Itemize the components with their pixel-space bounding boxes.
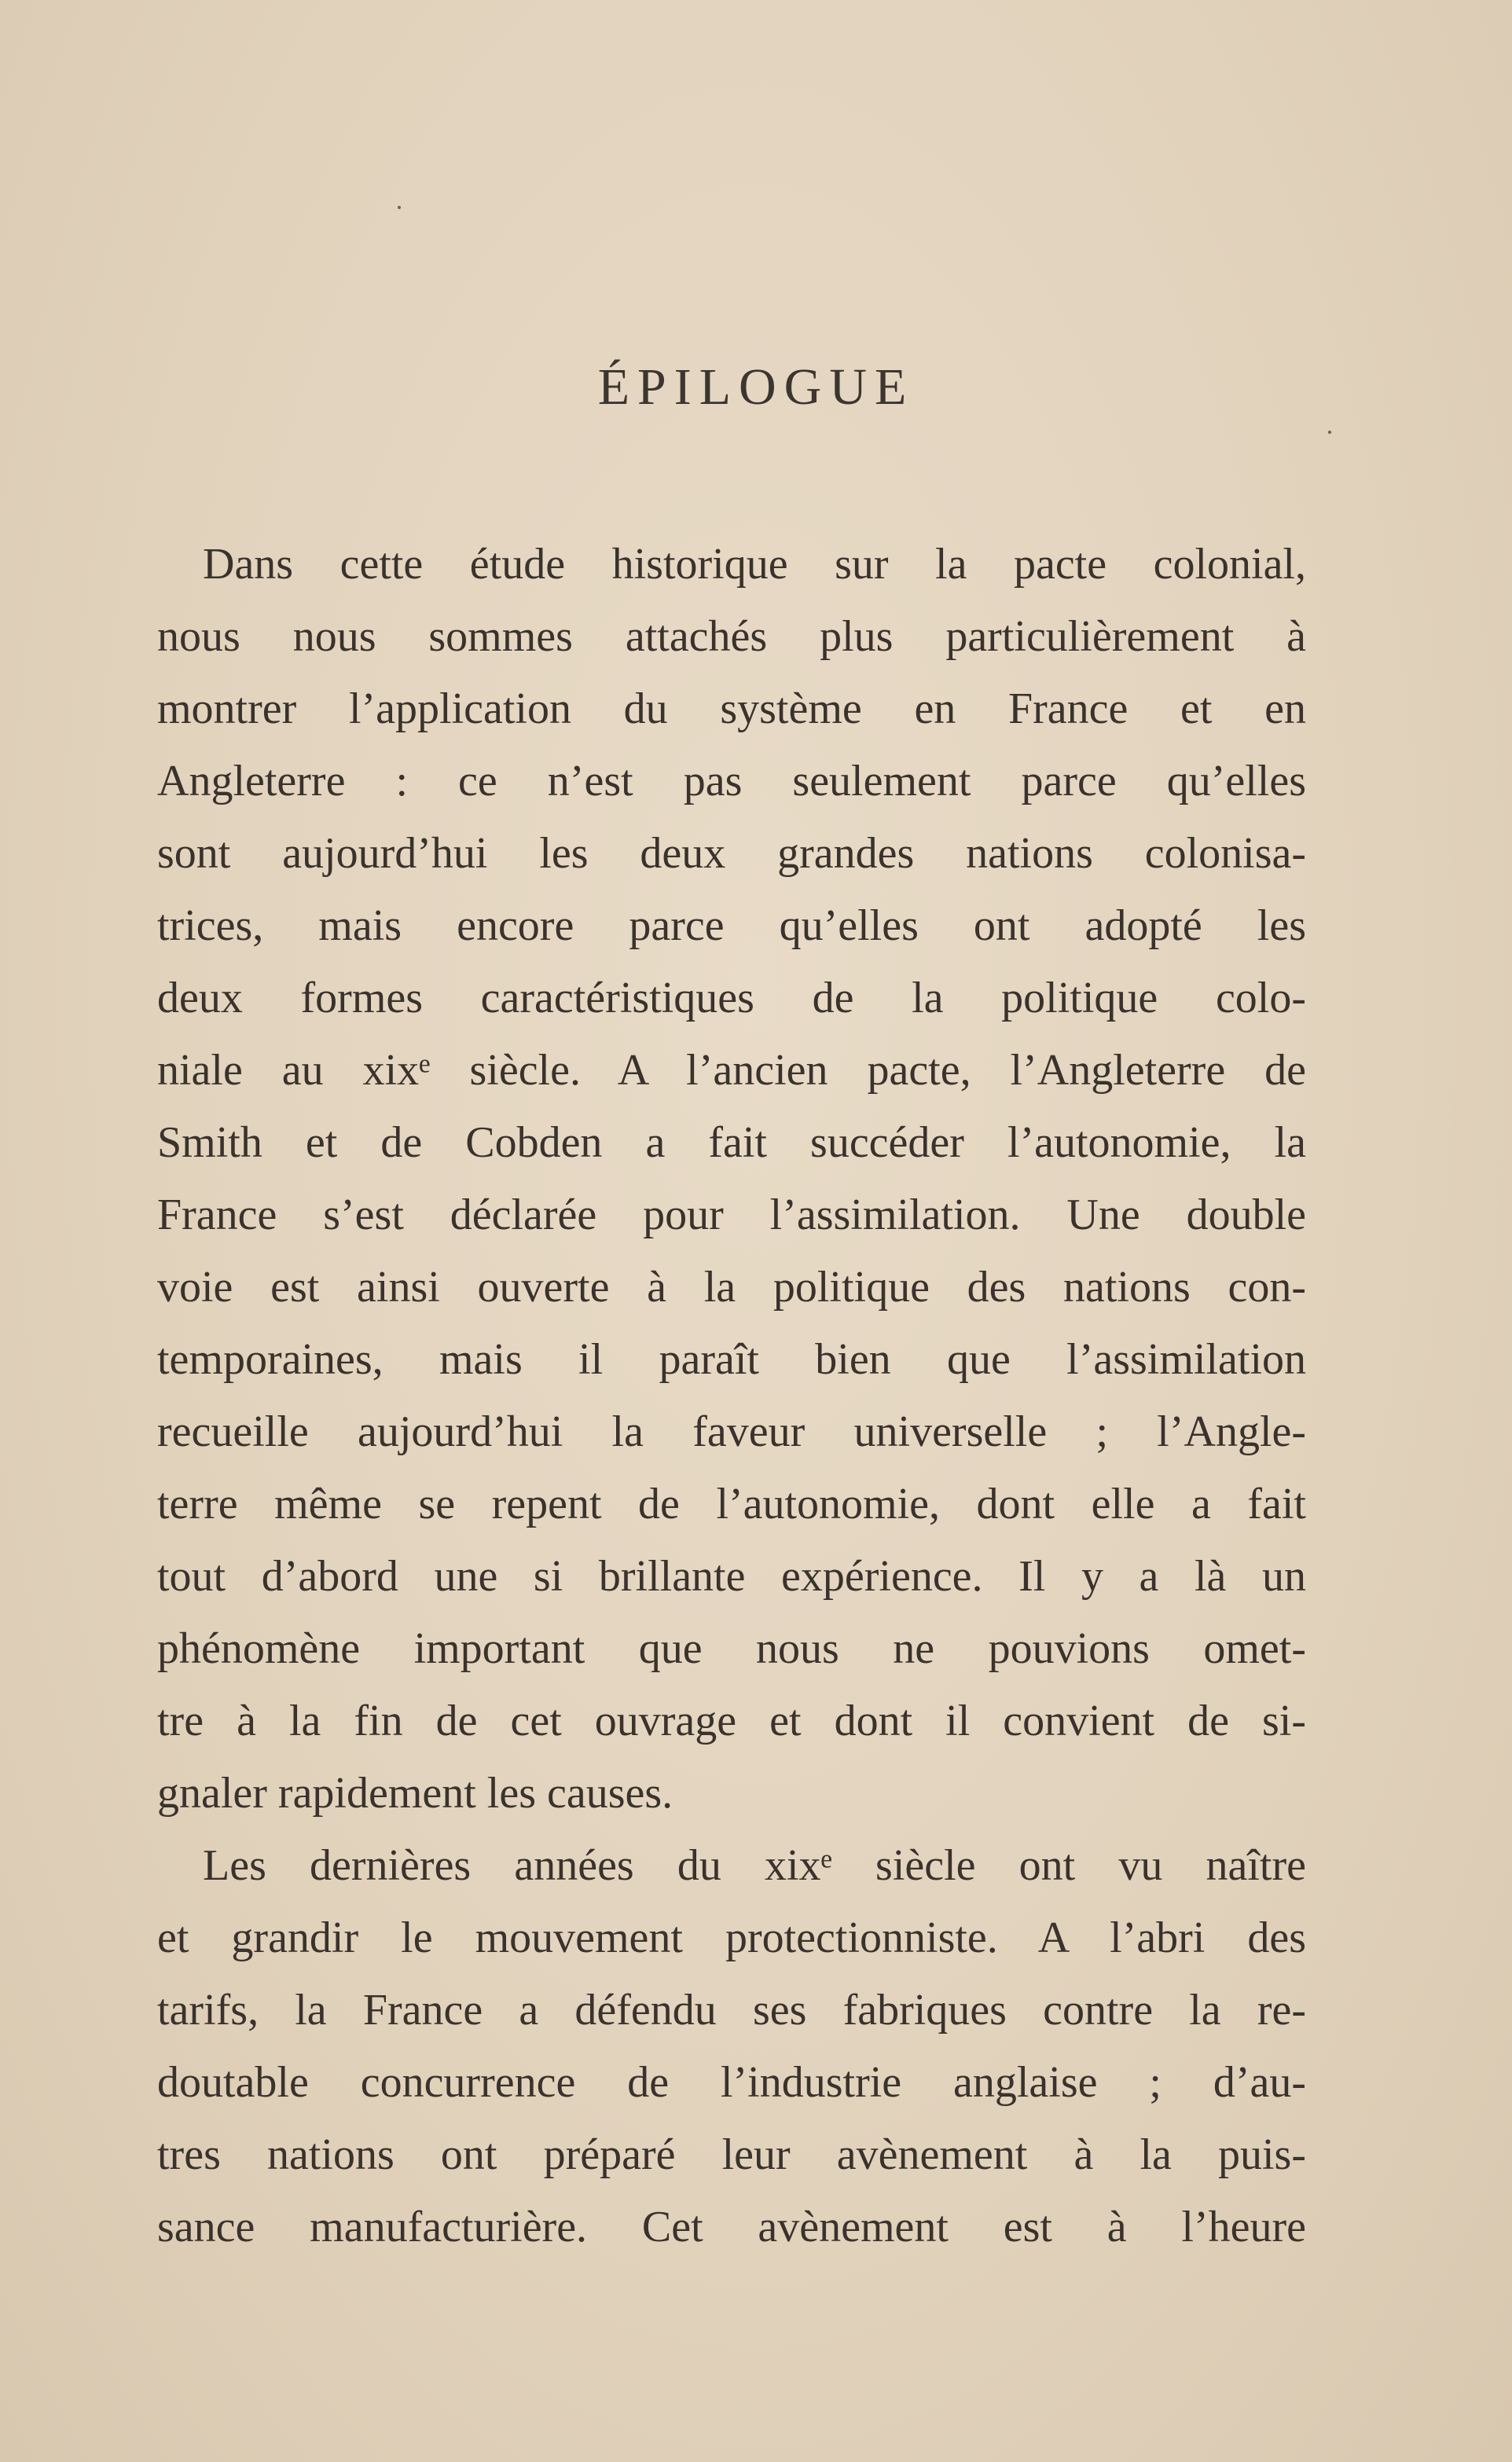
text-line: gnaler rapidement les causes. (157, 1769, 673, 1818)
text-line: deux formes caractéristiques de la politique colo- (157, 974, 1306, 1022)
text-line: tout d’abord une si brillante expérience. Il y a là un (157, 1552, 1306, 1601)
text-line: doutable concurrence de l’industrie anglaise ; d’au- (157, 2058, 1306, 2107)
text-line: sont aujourd’hui les deux grandes nations colonisa- (157, 829, 1306, 878)
text-line: Les dernières années du xixᵉ siècle ont vu naître (203, 1841, 1306, 1890)
text-line: Smith et de Cobden a fait succéder l’autonomie, la (157, 1118, 1306, 1167)
text-line: temporaines, mais il paraît bien que l’assimilation (157, 1335, 1306, 1384)
text-line: niale au xixᵉ siècle. A l’ancien pacte, l’Angleterre de (157, 1046, 1306, 1095)
text-line: trices, mais encore parce qu’elles ont adopté les (157, 901, 1306, 950)
text-line: tre à la fin de cet ouvrage et dont il convient de si- (157, 1697, 1306, 1745)
text-line: montrer l’application du système en France et en (157, 684, 1306, 733)
body-text (157, 528, 1306, 2263)
text-line: sance manufacturière. Cet avènement est à l’heure (157, 2203, 1306, 2251)
text-line: France s’est déclarée pour l’assimilation. Une double (157, 1191, 1306, 1239)
paper-speck (1328, 431, 1331, 434)
text-line: tres nations ont préparé leur avènement à la puis- (157, 2130, 1306, 2179)
text-line: et grandir le mouvement protectionniste. A l’abri des (157, 1913, 1306, 1962)
text-line: tarifs, la France a défendu ses fabriques contre la re- (157, 1986, 1306, 2035)
text-line: recueille aujourd’hui la faveur universelle ; l’Angle- (157, 1407, 1306, 1456)
text-line: Angleterre : ce n’est pas seulement parce qu’elles (157, 757, 1306, 805)
text-line: phénomène important que nous ne pouvions omet- (157, 1624, 1306, 1673)
text-line: Dans cette étude historique sur la pacte colonial, (203, 540, 1306, 589)
text-line: nous nous sommes attachés plus particulièrement à (157, 612, 1306, 661)
paper-speck (398, 206, 401, 209)
text-line: terre même se repent de l’autonomie, dont elle a fait (157, 1480, 1306, 1528)
text-line: voie est ainsi ouverte à la politique des nations con- (157, 1263, 1306, 1312)
page-title: ÉPILOGUE (597, 358, 915, 416)
